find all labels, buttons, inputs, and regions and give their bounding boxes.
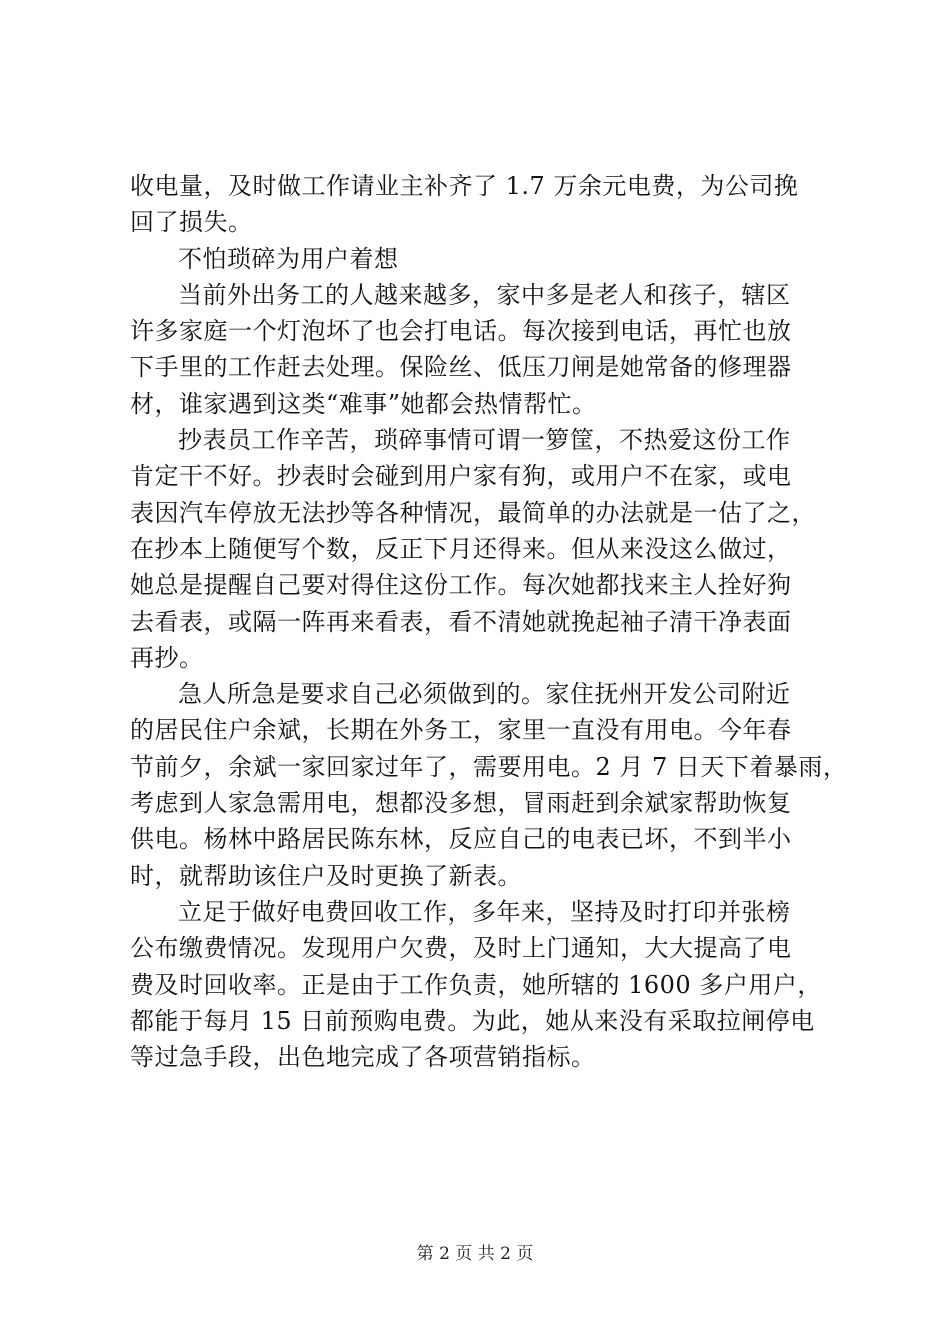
- text-line: 回了损失。: [130, 208, 253, 237]
- text-line: 材，谁家遇到这类“难事”她都会热情帮忙。: [130, 389, 597, 418]
- text-line: 不怕琐碎为用户着想: [178, 244, 399, 273]
- text-line: 再抄。: [130, 643, 204, 672]
- text-line: 急人所急是要求自己必须做到的。家住抚州开发公司附近: [178, 680, 791, 709]
- page-footer: 第 2 页 共 2 页: [416, 1244, 534, 1264]
- text-line: 考虑到人家急需用电，想都没多想，冒雨赶到余斌家帮助恢复: [130, 789, 792, 818]
- text-line: 在抄本上随便写个数，反正下月还得来。但从来没这么做过，: [130, 534, 792, 563]
- text-line: 去看表，或隔一阵再来看表，看不清她就挽起袖子清干净表面: [130, 607, 792, 636]
- text-line: 公布缴费情况。发现用户欠费，及时上门通知，大大提高了电: [130, 934, 792, 963]
- text-line: 表因汽车停放无法抄等各种情况，最简单的办法就是一估了之，: [130, 498, 816, 527]
- text-line: 等过急手段，出色地完成了各项营销指标。: [130, 1043, 596, 1072]
- text-line: 费及时回收率。正是由于工作负责，她所辖的 1600 多户用户，: [130, 970, 822, 999]
- text-line: 供电。杨林中路居民陈东林，反应自己的电表已坏，不到半小: [130, 825, 792, 854]
- text-line: 肯定干不好。抄表时会碰到用户家有狗，或用户不在家，或电: [130, 462, 792, 491]
- text-line: 的居民住户余斌，长期在外务工，家里一直没有用电。今年春: [130, 716, 792, 745]
- text-line: 许多家庭一个灯泡坏了也会打电话。每次接到电话，再忙也放: [130, 317, 792, 346]
- document-body: [130, 168, 848, 1075]
- text-line: 她总是提醒自己要对得住这份工作。每次她都找来主人拴好狗: [130, 571, 792, 600]
- text-line: 节前夕，余斌一家回家过年了，需要用电。2 月 7 日天下着暴雨，: [130, 752, 848, 781]
- text-line: 下手里的工作赶去处理。保险丝、低压刀闸是她常备的修理器: [130, 353, 792, 382]
- text-line: 立足于做好电费回收工作，多年来，坚持及时打印并张榜: [178, 897, 791, 926]
- text-line: 抄表员工作辛苦，琐碎事情可谓一箩筐，不热爱这份工作: [178, 426, 791, 455]
- text-line: 时，就帮助该住户及时更换了新表。: [130, 861, 522, 890]
- text-line: 都能于每月 15 日前预购电费。为此，她从来没有采取拉闸停电: [130, 1006, 815, 1035]
- text-line: 收电量，及时做工作请业主补齐了 1.7 万余元电费，为公司挽: [130, 172, 799, 200]
- text-line: 当前外出务工的人越来越多，家中多是老人和孩子，辖区: [178, 280, 791, 309]
